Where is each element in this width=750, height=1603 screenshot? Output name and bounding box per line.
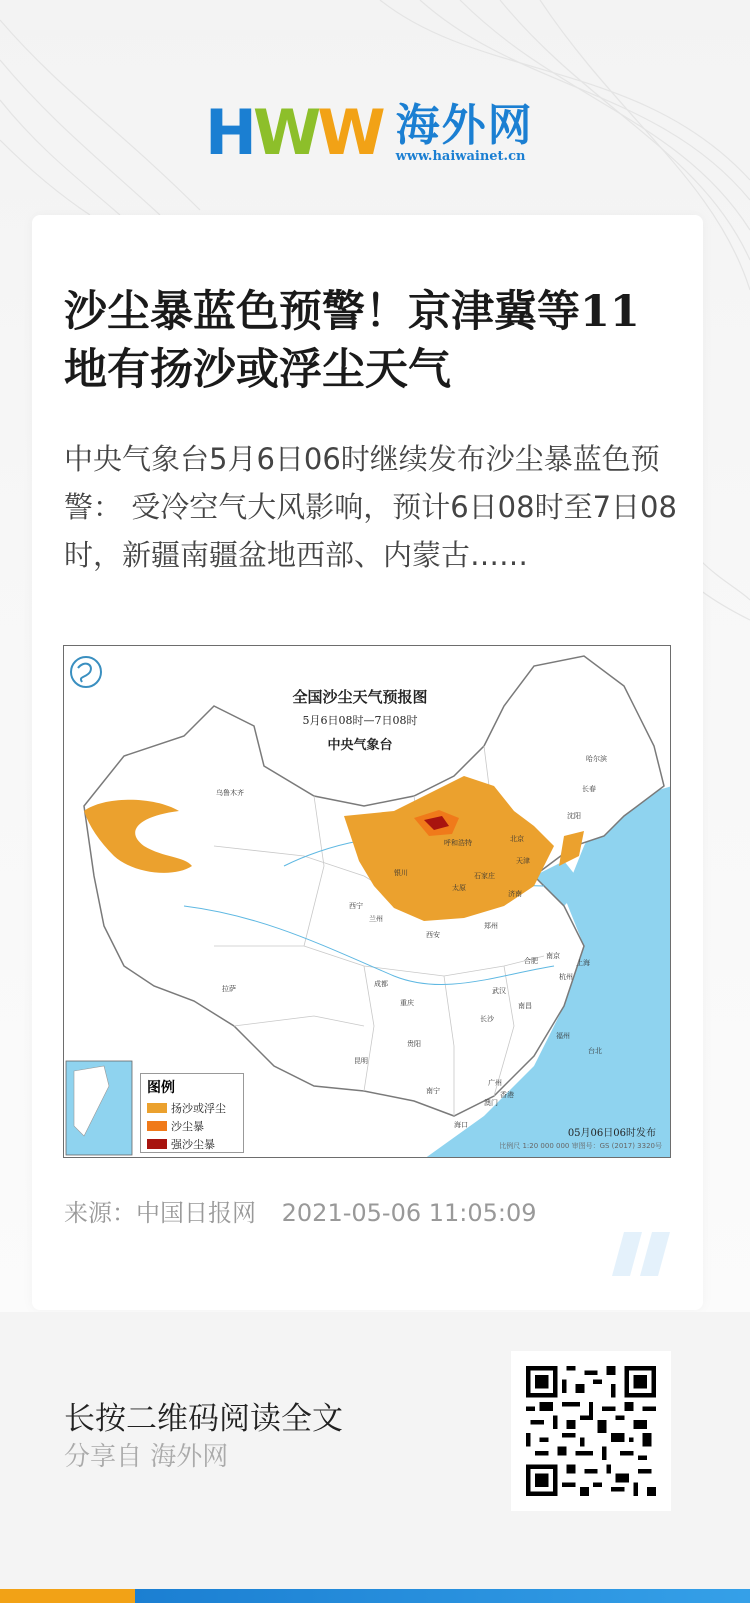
- logo-letter-h: H: [205, 96, 253, 169]
- brand-color-bar: [0, 1589, 750, 1603]
- map-city-label: 香港: [500, 1091, 514, 1099]
- map-title: 全国沙尘天气预报图: [292, 688, 428, 706]
- map-city-label: 台北: [588, 1047, 602, 1055]
- map-city-label: 沈阳: [567, 812, 581, 820]
- map-city-label: 武汉: [492, 987, 506, 995]
- map-city-label: 福州: [556, 1032, 570, 1040]
- logo-letters: [205, 96, 382, 169]
- qr-cta: 长按二维码阅读全文: [64, 1401, 343, 1437]
- sandstorm-forecast-map[interactable]: [63, 645, 671, 1158]
- legend-item: [147, 1100, 226, 1116]
- map-city-label: 北京: [510, 835, 524, 843]
- map-city-label: 杭州: [559, 973, 573, 981]
- map-city-label: 南京: [546, 952, 560, 960]
- article-datetime: 2021-05-06 11:05:09: [281, 1199, 537, 1227]
- logo-name: 海外网: [395, 100, 534, 151]
- map-city-label: 昆明: [354, 1057, 368, 1065]
- map-city-label: 成都: [374, 980, 388, 988]
- legend-item: [147, 1118, 204, 1134]
- logo-letter-w: W: [317, 96, 382, 169]
- map-city-label: 西安: [426, 931, 440, 939]
- map-issued-time: 05月06日06时发布: [567, 1128, 656, 1139]
- map-city-label: 天津: [516, 857, 530, 865]
- logo-url: www.haiwainet.cn: [395, 149, 526, 164]
- map-city-label: 乌鲁木齐: [216, 789, 244, 797]
- map-city-label: 广州: [488, 1079, 502, 1087]
- haiwainet-logo[interactable]: [205, 98, 545, 168]
- quote-mark-icon: [612, 1232, 670, 1276]
- map-city-label: 郑州: [484, 922, 498, 930]
- map-city-label: 上海: [576, 959, 590, 967]
- legend-label: 扬沙或浮尘: [171, 1102, 226, 1115]
- qr-code-icon: [526, 1366, 656, 1496]
- map-period: 5月6日08时—7日08时: [302, 714, 418, 727]
- map-issuer: 中央气象台: [327, 738, 393, 753]
- map-city-label: 海口: [454, 1121, 468, 1129]
- share-source: 分享自 海外网: [64, 1442, 229, 1472]
- map-city-label: 哈尔滨: [586, 755, 607, 763]
- map-city-label: 合肥: [524, 957, 538, 965]
- map-city-label: 南昌: [518, 1002, 532, 1010]
- article-meta: [64, 1193, 555, 1228]
- legend-swatch: [147, 1121, 167, 1131]
- map-city-label: 拉萨: [222, 985, 236, 993]
- map-city-label: 西宁: [349, 902, 363, 910]
- article-title: 沙尘暴蓝色预警！京津冀等11地有扬沙或浮尘天气: [64, 287, 640, 395]
- map-legend: [140, 1073, 244, 1153]
- map-city-label: 太原: [452, 884, 466, 892]
- article-summary: 中央气象台5月6日06时继续发布沙尘暴蓝色预警： 受冷空气大风影响，预计6日08时至7日08时，新疆南疆盆地西部、内蒙古……: [64, 442, 677, 572]
- legend-label: 强沙尘暴: [171, 1138, 215, 1151]
- legend-title: 图例: [147, 1080, 175, 1096]
- map-city-label: 贵阳: [407, 1040, 421, 1048]
- map-scale-note: 比例尺 1:20 000 000 审图号：GS (2017) 3320号: [499, 1142, 662, 1150]
- map-city-label: 重庆: [400, 999, 414, 1007]
- map-city-label: 济南: [508, 890, 522, 898]
- article-source: 来源：中国日报网: [64, 1199, 256, 1227]
- legend-item: [147, 1136, 215, 1152]
- legend-swatch: [147, 1139, 167, 1149]
- map-city-label: 石家庄: [474, 872, 495, 880]
- map-city-label: 长沙: [480, 1015, 494, 1023]
- legend-label: 沙尘暴: [171, 1120, 204, 1133]
- map-city-label: 银川: [394, 869, 408, 877]
- legend-swatch: [147, 1103, 167, 1113]
- map-city-label: 澳门: [484, 1099, 498, 1107]
- map-city-label: 兰州: [369, 915, 383, 923]
- map-city-label: 长春: [582, 785, 596, 793]
- map-city-label: 呼和浩特: [444, 839, 472, 847]
- map-city-label: 南宁: [426, 1087, 440, 1095]
- logo-letter-w: W: [252, 96, 318, 169]
- qr-code[interactable]: [511, 1351, 671, 1511]
